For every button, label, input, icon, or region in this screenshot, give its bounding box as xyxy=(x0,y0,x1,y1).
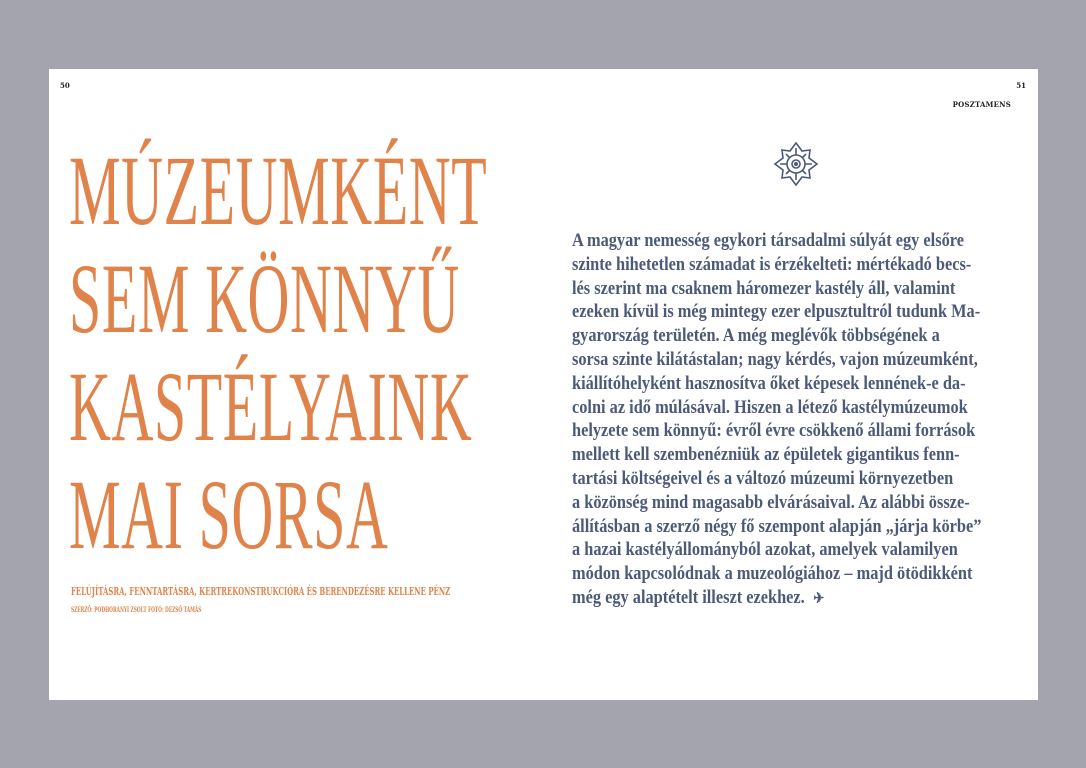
lead-line: szinte hihetetlen számadat is érzékelteti: mértékadó becs- xyxy=(572,253,972,275)
lead-line: tartási költségeivel és a változó múzeumi környezetben xyxy=(572,467,954,489)
lead-line: a hazai kastélyállományból azokat, amelyek valamilyen xyxy=(572,539,958,561)
magazine-spread xyxy=(49,69,1038,700)
lead-line: helyzete sem könnyű: évről évre csökkenő állami források xyxy=(572,420,976,442)
section-label: POSZTAMENS xyxy=(952,100,1011,109)
page-number-left: 50 xyxy=(60,81,70,90)
headline-line: MAI SORSA xyxy=(69,459,389,570)
lead-line: módon kapcsolódnak a muzeológiához – majd ötödikként xyxy=(572,563,973,585)
lead-line: állításban a szerző négy fő szempont alapján „járja körbe” xyxy=(572,515,982,537)
lead-line: sorsa szinte kilátástalan; nagy kérdés, vajon múzeumként, xyxy=(572,348,978,370)
headline-line: MÚZEUMKÉNT xyxy=(69,135,488,246)
end-mark-icon: ✈ xyxy=(813,590,825,607)
lead-line: mellett kell szembenézniük az épületek gigantikus fenn- xyxy=(572,444,960,466)
lead-line: ezeken kívül is még mintegy ezer elpusztultról tudunk Ma- xyxy=(572,301,981,323)
lead-line-text: még egy alaptételt illeszt ezekhez. xyxy=(572,586,805,608)
lead-line: gyarország területén. A még meglévők többségének a xyxy=(572,325,940,347)
page-number-right: 51 xyxy=(1016,81,1026,90)
lead-line: a közönség mind magasabb elvárásaival. Az alábbi össze- xyxy=(572,491,970,513)
lead-line: lés szerint ma csaknem háromezer kastély áll, valamint xyxy=(572,277,956,299)
lead-line: colni az idő múlásával. Hiszen a létező kastélymúzeumok xyxy=(572,396,968,418)
lead-line: A magyar nemesség egykori társadalmi súlyát egy elsőre xyxy=(572,230,964,251)
headline xyxy=(69,135,488,570)
author-credits: SZERZŐ: PODHORÁNYI ZSOLT FOTÓ: DEZSŐ TAMÁS xyxy=(71,605,202,614)
lead-line-last xyxy=(572,586,949,612)
headline-line: KASTÉLYAINK xyxy=(69,351,473,462)
floral-ornament-icon xyxy=(772,140,820,188)
subtitle: FELÚJÍTÁSRA, FENNTARTÁSRA, KERTREKONSTRUKCIÓRA ÉS BERENDEZÉSRE KELLENE PÉNZ xyxy=(71,585,451,598)
lead-line: kiállítóhelyként hasznosítva őket képesek lennének-e da- xyxy=(572,372,966,394)
headline-line: SEM KÖNNYŰ xyxy=(69,243,460,354)
lead-paragraph xyxy=(572,229,1010,612)
